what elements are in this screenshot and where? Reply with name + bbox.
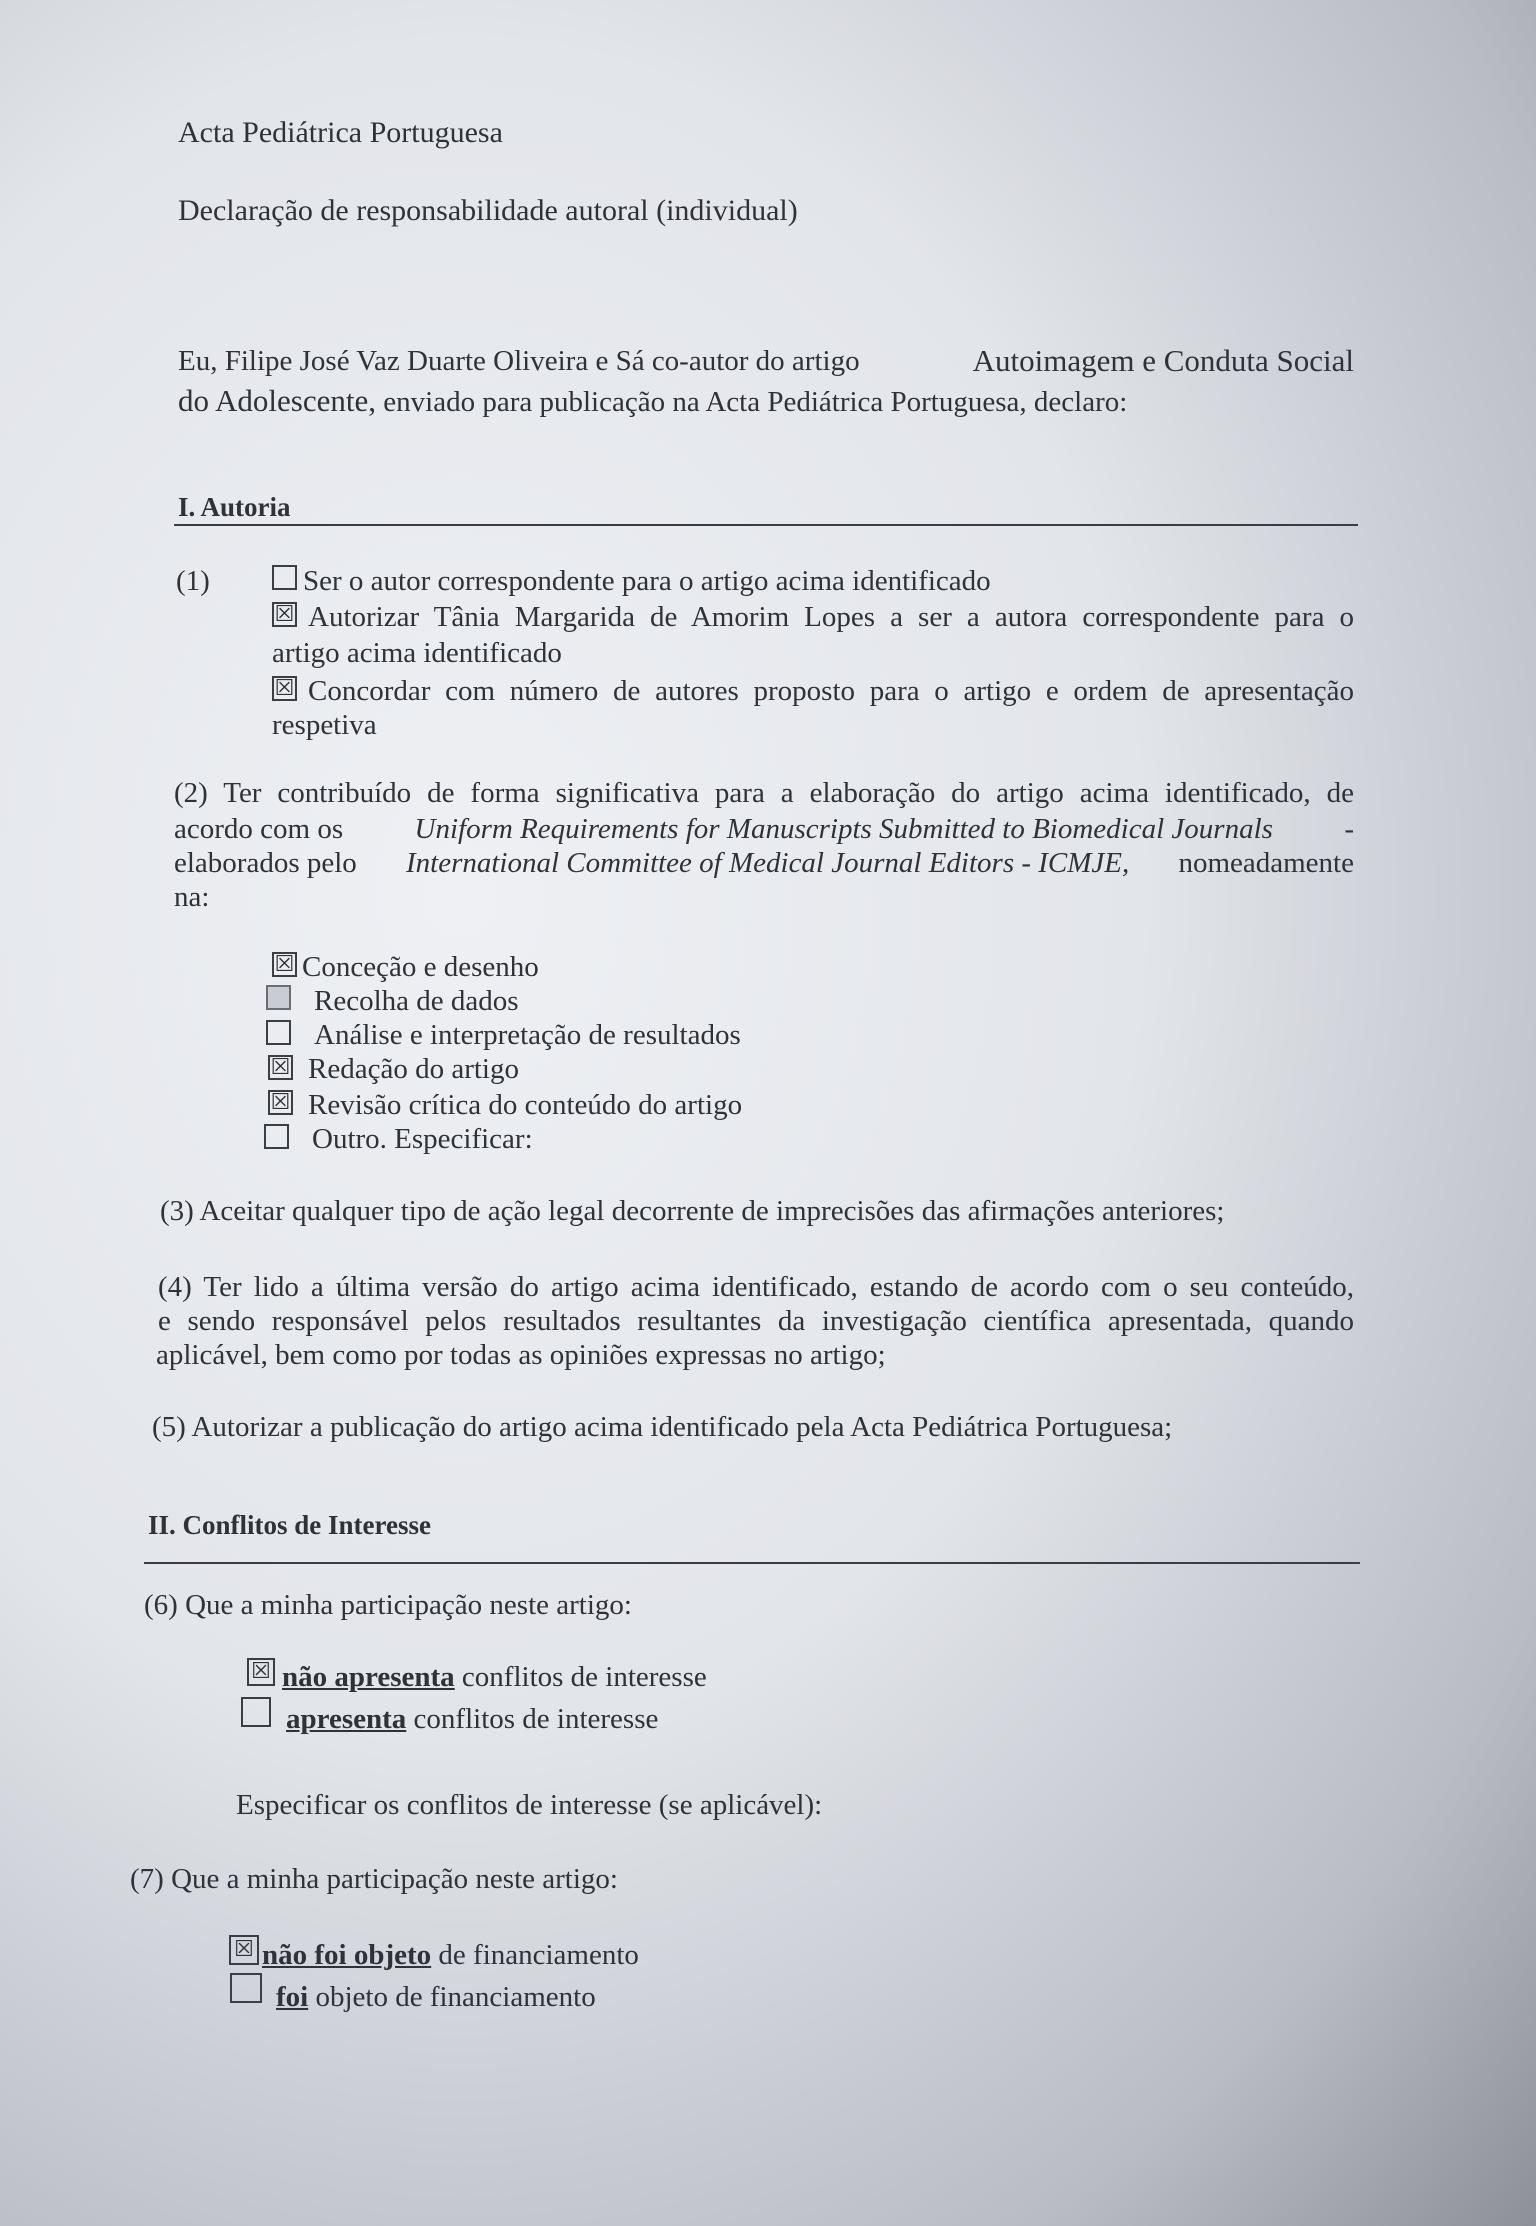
checkbox-not-funded[interactable]: ☒	[229, 1935, 259, 1965]
item-3: (3) Aceitar qualquer tipo de ação legal decorrente de imprecisões das afirmações anteriores;	[160, 1195, 1225, 1227]
option-agree-authors: Concordar com número de autores proposto para o artigo e ordem de apresentação	[308, 675, 1354, 707]
specify-conflicts: Especificar os conflitos de interesse (se aplicável):	[236, 1789, 823, 1821]
intro-line-2	[178, 384, 1127, 419]
item-4-line-1: (4) Ter lido a última versão do artigo acima identificado, estando de acordo com o seu conteúdo,	[158, 1271, 1354, 1303]
item-2-line-3	[174, 846, 1354, 880]
funded-text: objeto de financiamento	[315, 1981, 596, 2013]
option-agree-authors-cont: respetiva	[272, 709, 377, 741]
contrib-label-analysis: Análise e interpretação de resultados	[314, 1019, 741, 1051]
checkbox-contrib-other[interactable]	[264, 1124, 289, 1149]
journal-name: Acta Pediátrica Portuguesa	[178, 116, 503, 149]
option-no-conflicts	[282, 1660, 707, 1694]
uniform-requirements-title: Uniform Requirements for Manuscripts Submitted to Biomedical Journals	[414, 813, 1273, 845]
section-autoria-heading: I. Autoria	[178, 492, 291, 522]
option-funded	[276, 1980, 596, 2014]
checkbox-corresponding-author[interactable]	[272, 565, 297, 590]
article-title-part-2: do Adolescente,	[178, 383, 377, 418]
item-5: (5) Autorizar a publicação do artigo acima identificado pela Acta Pediátrica Portuguesa;	[152, 1411, 1173, 1443]
contrib-label-other: Outro. Especificar:	[312, 1123, 533, 1155]
item-1-number: (1)	[176, 565, 210, 597]
checkbox-authorize-corresponding[interactable]: ☒	[272, 602, 297, 627]
no-conflicts-text: conflitos de interesse	[461, 1661, 707, 1693]
option-not-funded	[262, 1938, 639, 1972]
option-has-conflicts	[286, 1702, 658, 1736]
option-corresponding-author: Ser o autor correspondente para o artigo acima identificado	[303, 565, 991, 597]
checkbox-contrib-design[interactable]: ☒	[272, 952, 297, 977]
has-conflicts-text: conflitos de interesse	[413, 1703, 659, 1735]
item-2-text: elaborados pelo	[174, 847, 357, 879]
icmje-name: International Committee of Medical Journal Editors - ICMJE,	[405, 847, 1130, 879]
not-funded-text: de financiamento	[438, 1939, 639, 1971]
section-divider	[174, 524, 1358, 526]
contrib-label-writing: Redação do artigo	[308, 1053, 519, 1085]
item-2-text: acordo com os	[174, 813, 344, 845]
item-2-text: nomeadamente	[1178, 847, 1354, 879]
item-2-line-1: (2) Ter contribuído de forma significativa para a elaboração do artigo acima identificado, de	[174, 777, 1354, 809]
not-funded-emphasis: não foi objeto	[262, 1939, 432, 1971]
article-title-part-1: Autoimagem e Conduta Social	[972, 343, 1354, 378]
section-divider	[144, 1562, 1360, 1564]
document-title: Declaração de responsabilidade autoral (individual)	[178, 194, 798, 227]
item-2-line-4: na:	[174, 881, 210, 913]
intro-text-end: enviado para publicação na Acta Pediátrica Portuguesa, declaro:	[383, 386, 1128, 418]
has-conflicts-emphasis: apresenta	[286, 1703, 407, 1735]
checkbox-contrib-writing[interactable]: ☒	[268, 1055, 293, 1080]
checkbox-no-conflicts[interactable]: ☒	[247, 1658, 275, 1686]
section-conflicts-heading: II. Conflitos de Interesse	[148, 1510, 431, 1540]
contrib-label-data-collection: Recolha de dados	[314, 985, 519, 1017]
option-authorize-corresponding-cont: artigo acima identificado	[272, 637, 562, 669]
checkbox-contrib-review[interactable]: ☒	[268, 1090, 293, 1115]
contrib-label-design: Conceção e desenho	[302, 951, 539, 983]
no-conflicts-emphasis: não apresenta	[282, 1661, 455, 1693]
intro-line-1	[178, 344, 1354, 378]
item-2-line-2	[174, 812, 1354, 846]
option-authorize-corresponding: Autorizar Tânia Margarida de Amorim Lopes a ser a autora correspondente para o	[308, 601, 1354, 633]
item-7: (7) Que a minha participação neste artigo:	[130, 1863, 618, 1895]
checkbox-funded[interactable]	[230, 1973, 262, 2003]
contrib-label-review: Revisão crítica do conteúdo do artigo	[308, 1089, 743, 1121]
item-4-line-2: e sendo responsável pelos resultados resultantes da investigação científica apresentada, quando	[158, 1305, 1354, 1337]
item-6: (6) Que a minha participação neste artigo:	[144, 1589, 632, 1621]
checkbox-agree-authors[interactable]: ☒	[272, 676, 297, 701]
checkbox-contrib-data-collection[interactable]	[266, 985, 291, 1010]
dash: -	[1344, 813, 1354, 845]
checkbox-has-conflicts[interactable]	[241, 1697, 271, 1727]
checkbox-contrib-analysis[interactable]	[266, 1020, 291, 1045]
funded-emphasis: foi	[276, 1981, 309, 2013]
intro-text: Eu, Filipe José Vaz Duarte Oliveira e Sá co-autor do artigo	[178, 345, 860, 377]
item-4-line-3: aplicável, bem como por todas as opiniões expressas no artigo;	[156, 1339, 886, 1371]
